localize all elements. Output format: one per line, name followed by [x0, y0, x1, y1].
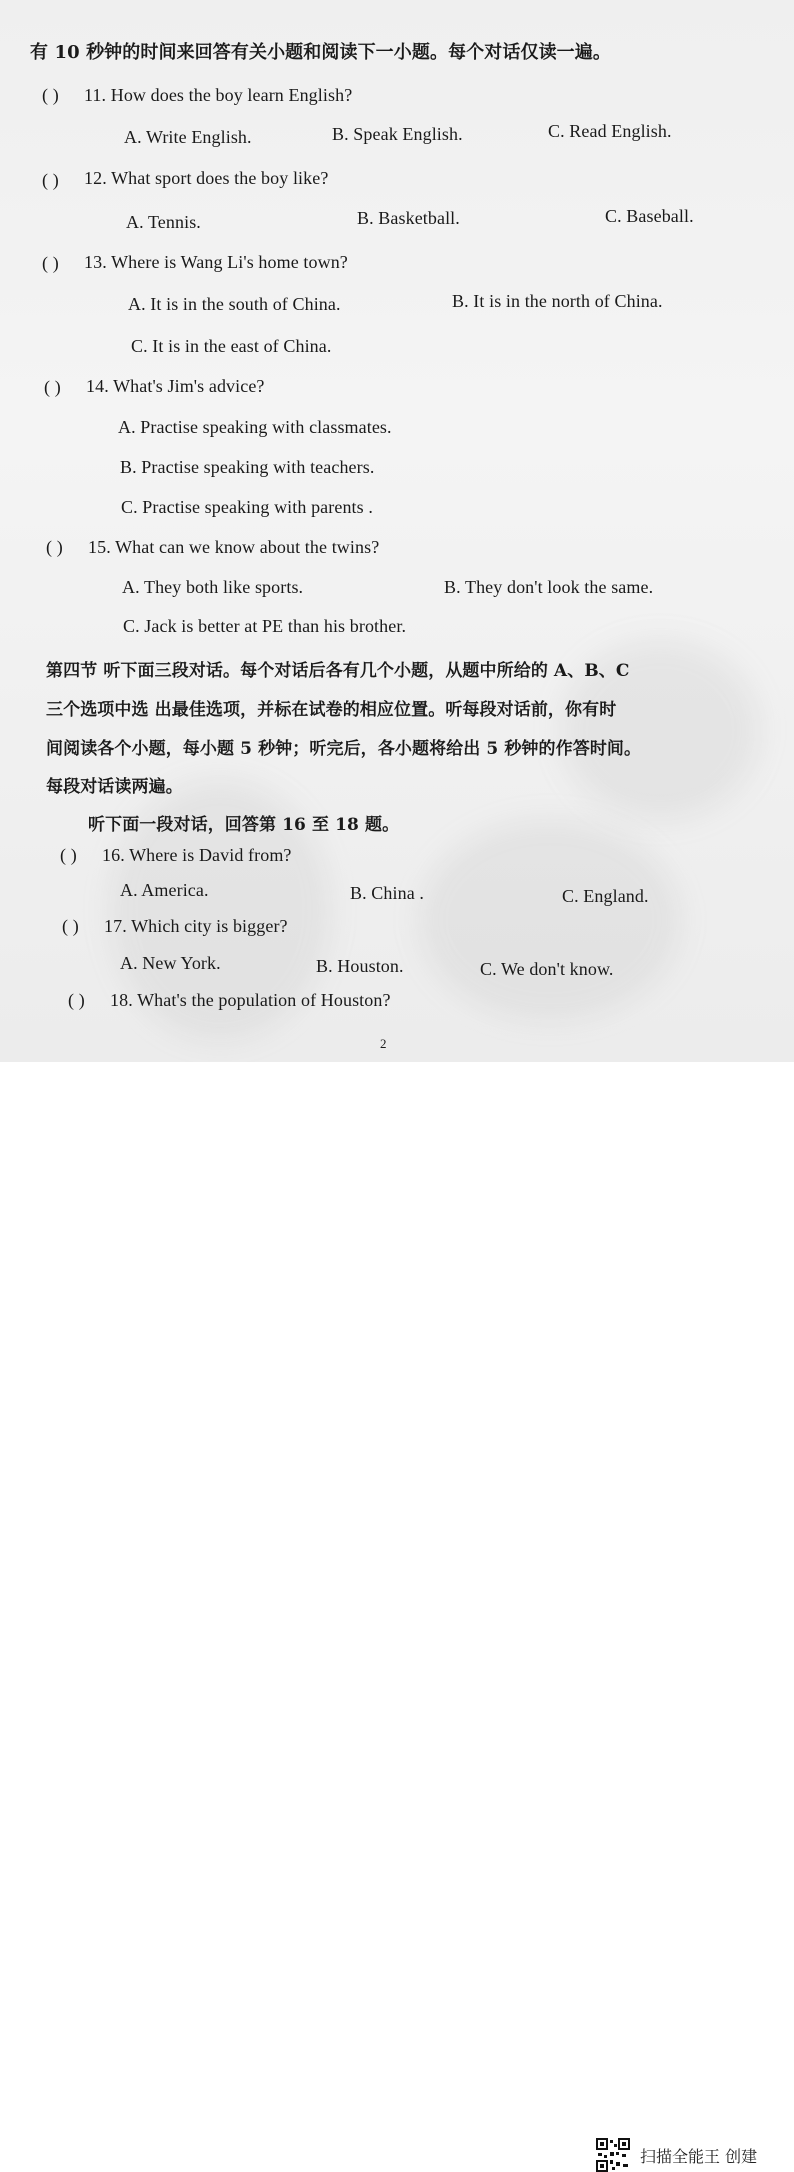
question-11-option-b[interactable]: B. Speak English. — [332, 124, 463, 144]
question-12-option-a[interactable]: A. Tennis. — [126, 212, 201, 232]
answer-bracket[interactable]: ( ) — [62, 916, 79, 936]
answer-bracket[interactable]: ( ) — [42, 85, 59, 105]
question-17-option-b[interactable]: B. Houston. — [316, 956, 404, 976]
question-16-stem: 16. Where is David from? — [102, 845, 292, 865]
section-4-subinstruction: 听下面一段对话，回答第 16 至 18 题。 — [88, 815, 400, 835]
section-4-line-3: 间阅读各个小题，每小题 5 秒钟；听完后，各小题将给出 5 秒钟的作答时间。 — [46, 739, 642, 759]
question-14-option-c[interactable]: C. Practise speaking with parents . — [121, 497, 373, 517]
question-14-option-b[interactable]: B. Practise speaking with teachers. — [120, 457, 375, 477]
question-17-stem: 17. Which city is bigger? — [104, 916, 288, 936]
question-14-option-a[interactable]: A. Practise speaking with classmates. — [118, 417, 392, 437]
answer-bracket[interactable]: ( ) — [42, 170, 59, 190]
question-12-option-c[interactable]: C. Baseball. — [605, 206, 694, 226]
question-13-option-b[interactable]: B. It is in the north of China. — [452, 291, 663, 311]
section-4-line-4: 每段对话读两遍。 — [46, 777, 183, 797]
question-12-option-b[interactable]: B. Basketball. — [357, 208, 460, 228]
question-15-option-c[interactable]: C. Jack is better at PE than his brother. — [123, 616, 407, 636]
question-11-stem: 11. How does the boy learn English? — [84, 85, 353, 105]
scanner-label: 扫描全能王 创建 — [640, 2147, 758, 2166]
question-13-option-a[interactable]: A. It is in the south of China. — [128, 294, 341, 314]
question-11-option-a[interactable]: A. Write English. — [124, 127, 252, 147]
question-17-option-c[interactable]: C. We don't know. — [480, 959, 614, 979]
answer-bracket[interactable]: ( ) — [68, 990, 85, 1010]
qr-code-icon — [596, 2138, 630, 2172]
question-16-option-a[interactable]: A. America. — [120, 880, 209, 900]
question-18-stem: 18. What's the population of Houston? — [110, 990, 391, 1010]
question-15-option-a[interactable]: A. They both like sports. — [122, 577, 304, 597]
question-16-option-b[interactable]: B. China . — [350, 883, 425, 903]
instruction-continued: 有 10 秒钟的时间来回答有关小题和阅读下一小题。每个对话仅读一遍。 — [30, 42, 611, 63]
question-15-stem: 15. What can we know about the twins? — [88, 537, 380, 557]
question-12-stem: 12. What sport does the boy like? — [84, 168, 329, 188]
answer-bracket[interactable]: ( ) — [42, 253, 59, 273]
question-15-option-b[interactable]: B. They don't look the same. — [444, 577, 654, 597]
question-17-option-a[interactable]: A. New York. — [120, 953, 221, 973]
section-4-line-2: 三个选项中选 出最佳选项，并标在试卷的相应位置。听每段对话前，你有时 — [46, 700, 617, 720]
question-11-option-c[interactable]: C. Read English. — [548, 121, 672, 141]
question-13-stem: 13. Where is Wang Li's home town? — [84, 252, 348, 272]
page-number: 2 — [380, 1036, 387, 1051]
answer-bracket[interactable]: ( ) — [60, 845, 77, 865]
question-16-option-c[interactable]: C. England. — [562, 886, 649, 906]
question-13-option-c[interactable]: C. It is in the east of China. — [131, 336, 332, 356]
answer-bracket[interactable]: ( ) — [46, 537, 63, 557]
section-4-line-1: 第四节 听下面三段对话。每个对话后各有几个小题，从题中所给的 A、B、C — [46, 661, 630, 681]
paper-smudge — [420, 820, 680, 1020]
scanner-footer — [0, 1062, 794, 2166]
exam-page — [0, 0, 794, 1062]
question-14-stem: 14. What's Jim's advice? — [86, 376, 265, 396]
answer-bracket[interactable]: ( ) — [44, 377, 61, 397]
